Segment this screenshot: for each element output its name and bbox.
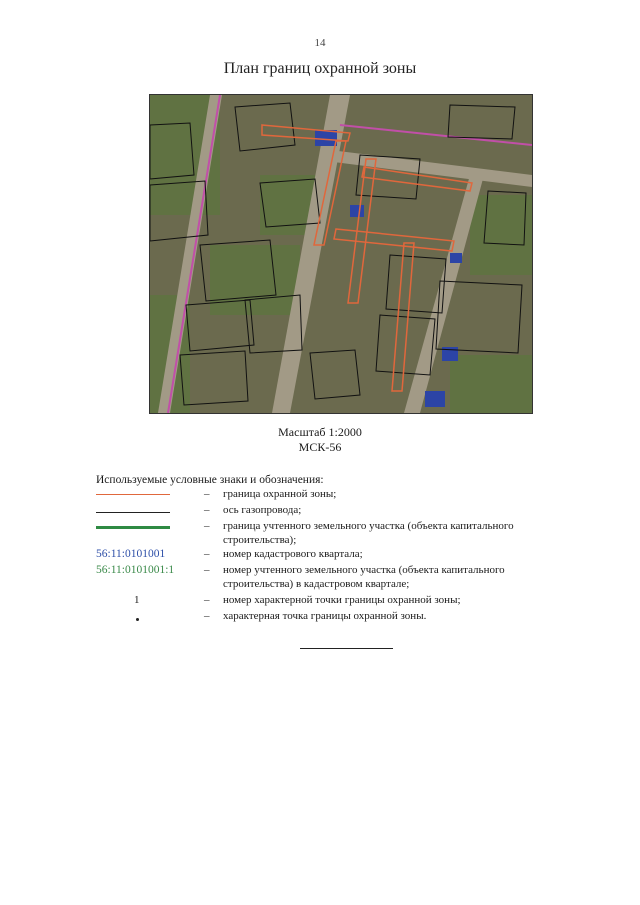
legend-item-pipeline-axis (96, 503, 556, 517)
vegetation-patch (450, 355, 532, 413)
page-number: 14 (314, 37, 326, 49)
legend-text: ось газопровода; (223, 504, 302, 516)
legend-item-parcel-number (96, 563, 556, 591)
legend-dash: – (204, 548, 210, 560)
cadastral-quarter-number-sample: 56:11:0101001 (96, 548, 166, 560)
legend-item-parcel-boundary (96, 519, 556, 547)
point-number-sample: 1 (134, 594, 140, 606)
coordinate-system: МСК-56 (298, 440, 342, 454)
legend-dash: – (204, 610, 210, 622)
legend-item-characteristic-point (96, 609, 556, 623)
legend-dash: – (204, 488, 210, 500)
legend-heading: Используемые условные знаки и обозначения: (96, 474, 324, 486)
legend-text: номер учтенного земельного участка (объекта капитального строительства) в кадастровом квартале; (223, 564, 505, 590)
blue-roof (350, 205, 364, 217)
protection-zone-map (149, 94, 533, 414)
legend-dash: – (204, 594, 210, 606)
parcel-number-sample: 56:11:0101001:1 (96, 564, 175, 576)
black-line-symbol (96, 512, 170, 513)
legend-text: характерная точка границы охранной зоны. (223, 610, 427, 622)
map-scale: Масштаб 1:2000 (278, 425, 362, 439)
legend-dash: – (204, 504, 210, 516)
legend-item-zone-boundary (96, 487, 556, 501)
legend-text: номер кадастрового квартала; (223, 548, 363, 560)
orange-line-symbol (96, 494, 170, 495)
legend-symbol (96, 593, 172, 607)
legend-symbol (96, 487, 172, 501)
legend-dash: – (204, 564, 210, 576)
legend-dash: – (204, 520, 210, 532)
end-rule (300, 648, 393, 649)
vegetation-patch (470, 195, 532, 275)
satellite-map-image (150, 95, 532, 413)
point-dot-symbol (136, 618, 139, 621)
legend-item-cadastral-quarter (96, 547, 556, 561)
legend-text: граница учтенного земельного участка (объекта капитального строительства); (223, 520, 514, 546)
legend-item-point-number (96, 593, 556, 607)
legend-symbol (96, 609, 172, 623)
legend-symbol (96, 503, 172, 517)
blue-roof (315, 130, 337, 146)
legend-symbol (96, 519, 172, 533)
legend-text: номер характерной точки границы охранной зоны; (223, 594, 461, 606)
green-line-symbol (96, 526, 170, 529)
legend-text: граница охранной зоны; (223, 488, 337, 500)
vegetation-patch (210, 245, 300, 315)
blue-roof (450, 253, 462, 263)
page-title: План границ охранной зоны (223, 60, 417, 77)
blue-roof (425, 391, 445, 407)
